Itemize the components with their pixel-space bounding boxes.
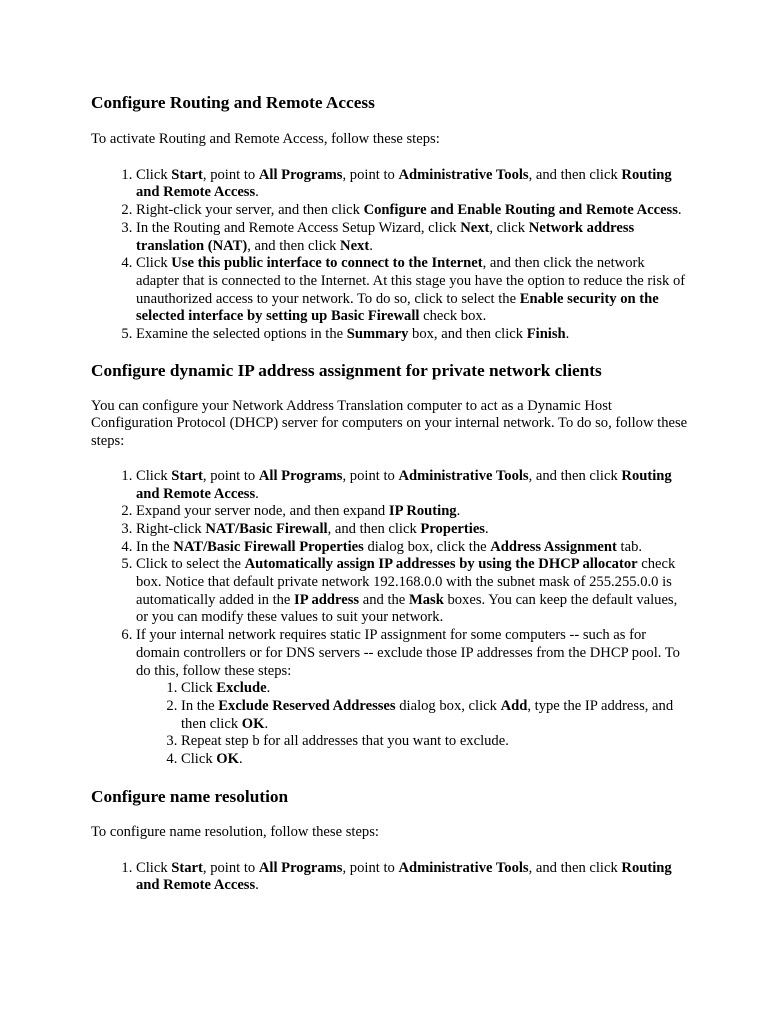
step-text: box, and then click bbox=[408, 326, 527, 343]
step-text: and the bbox=[359, 591, 409, 608]
step-item bbox=[136, 255, 691, 326]
bold-term: OK bbox=[216, 751, 239, 768]
step-text: , and then click bbox=[528, 859, 622, 876]
step-text: . bbox=[255, 184, 259, 201]
step-item bbox=[136, 167, 691, 202]
step-text: , click bbox=[489, 219, 529, 236]
bold-term: OK bbox=[241, 715, 265, 732]
step-text: Click bbox=[136, 467, 172, 484]
bold-term: IP address bbox=[294, 591, 360, 608]
document-body bbox=[91, 93, 691, 895]
section-intro-name-resolution: To configure name resolution, follow these steps: bbox=[91, 823, 379, 840]
step-text: In the bbox=[181, 697, 219, 714]
step-text: dialog box, click the bbox=[363, 538, 491, 555]
bold-term: All Programs bbox=[258, 467, 343, 484]
step-item bbox=[136, 468, 691, 503]
step-text: check box. bbox=[419, 308, 487, 325]
bold-term: All Programs bbox=[258, 859, 343, 876]
step-item bbox=[136, 202, 691, 220]
bold-term: NAT/Basic Firewall bbox=[205, 520, 328, 537]
step-item bbox=[136, 220, 691, 255]
step-text: In the Routing and Remote Access Setup Wizard, click bbox=[136, 219, 461, 236]
bold-term: Use this public interface to connect to the Internet bbox=[171, 255, 483, 272]
step-text: Click bbox=[181, 680, 217, 697]
step-text: Click to select the bbox=[136, 556, 245, 573]
step-text: . bbox=[484, 520, 489, 537]
step-text: , and then click bbox=[528, 467, 622, 484]
steps-list-routing bbox=[91, 167, 691, 344]
step-text: Examine the selected options in the bbox=[136, 326, 347, 343]
bold-term: Exclude Reserved Addresses bbox=[218, 697, 396, 714]
step-text: , point to bbox=[342, 859, 399, 876]
step-text: . bbox=[238, 751, 243, 768]
bold-term: Administrative Tools bbox=[398, 467, 529, 484]
bold-term: All Programs bbox=[258, 166, 343, 183]
step-text: Repeat step b for all addresses that you want to exclude. bbox=[181, 733, 509, 750]
step-text: Expand your server node, and then expand bbox=[136, 503, 389, 520]
bold-term: Next bbox=[340, 237, 370, 254]
steps-list-dhcp bbox=[91, 468, 691, 769]
step-text: tab. bbox=[616, 538, 643, 555]
bold-term: NAT/Basic Firewall Properties bbox=[173, 538, 364, 555]
step-text: dialog box, click bbox=[395, 697, 501, 714]
step-text: , point to bbox=[202, 859, 259, 876]
step-text: , and then click bbox=[247, 237, 341, 254]
section-heading-dhcp: Configure dynamic IP address assignment for private network clients bbox=[91, 360, 602, 380]
sub-step-item bbox=[181, 751, 691, 769]
step-text: . bbox=[264, 715, 269, 732]
step-text: In the bbox=[136, 538, 174, 555]
step-item bbox=[136, 627, 691, 769]
step-text: , point to bbox=[202, 166, 259, 183]
bold-term: Routing and Remote Access bbox=[136, 467, 672, 502]
bold-term: Administrative Tools bbox=[398, 166, 529, 183]
step-text: . bbox=[456, 503, 461, 520]
step-text: Click bbox=[136, 859, 172, 876]
sub-steps-list bbox=[136, 680, 691, 769]
step-text: . bbox=[677, 202, 682, 219]
step-text: check box. Notice that default private network 192.168.0.0 with the subnet mask of 255.255.0.0 is automatically added in the bbox=[136, 556, 676, 608]
step-text: Right-click bbox=[136, 520, 206, 537]
bold-term: Next bbox=[460, 219, 490, 236]
bold-term: Properties bbox=[420, 520, 485, 537]
section-heading-routing: Configure Routing and Remote Access bbox=[91, 93, 375, 112]
step-text: Click bbox=[136, 166, 172, 183]
step-item bbox=[136, 860, 691, 895]
bold-term: Start bbox=[171, 859, 203, 876]
sub-step-item bbox=[181, 698, 691, 733]
step-text: If your internal network requires static IP assignment for some computers -- such as for domain controllers or for DNS servers -- exclude those IP addresses from the DHCP pool. To do this, follow these steps: bbox=[136, 627, 680, 679]
bold-term: Start bbox=[171, 166, 203, 183]
step-text: , and then click bbox=[327, 520, 421, 537]
bold-term: Configure and Enable Routing and Remote Access bbox=[363, 202, 678, 219]
bold-term: Routing and Remote Access bbox=[136, 859, 672, 894]
step-text: . bbox=[565, 326, 570, 343]
bold-term: Exclude bbox=[216, 680, 267, 697]
step-item bbox=[136, 521, 691, 539]
step-text: , point to bbox=[342, 166, 399, 183]
sub-step-item bbox=[181, 680, 691, 698]
step-text: . bbox=[369, 237, 373, 254]
section-intro-routing: To activate Routing and Remote Access, follow these steps: bbox=[91, 131, 440, 147]
step-text: . bbox=[255, 485, 259, 502]
step-item bbox=[136, 326, 691, 344]
section-intro-dhcp: You can configure your Network Address Translation computer to act as a Dynamic Host Configuration Protocol (DHCP) server for computers on your internal network. To do so, follow these steps: bbox=[91, 397, 688, 450]
step-text: Click bbox=[136, 255, 172, 272]
steps-list-name-resolution bbox=[91, 860, 691, 895]
step-item bbox=[136, 539, 691, 557]
bold-term: Administrative Tools bbox=[398, 859, 529, 876]
bold-term: Mask bbox=[408, 591, 444, 608]
step-text: boxes. You can keep the default values, or you can modify these values to suit your network. bbox=[136, 591, 678, 626]
step-text: , and then click bbox=[528, 166, 622, 183]
step-text: Right-click your server, and then click bbox=[136, 202, 364, 219]
step-text: Click bbox=[181, 751, 217, 768]
bold-term: Start bbox=[171, 467, 203, 484]
sub-step-item bbox=[181, 733, 691, 751]
bold-term: IP Routing bbox=[388, 503, 457, 520]
step-item bbox=[136, 556, 691, 627]
step-item bbox=[136, 503, 691, 521]
bold-term: Network address translation (NAT) bbox=[136, 219, 635, 254]
bold-term: Finish bbox=[526, 326, 566, 343]
bold-term: Address Assignment bbox=[490, 538, 617, 555]
step-text: . bbox=[255, 877, 259, 894]
bold-term: Automatically assign IP addresses by using the DHCP allocator bbox=[244, 556, 638, 573]
step-text: , and then click the network adapter that is connected to the Internet. At this stage you have the option to reduce the risk of unauthorized access to your network. To do so, click to select the bbox=[136, 255, 686, 307]
step-text: . bbox=[266, 680, 271, 697]
step-text: , point to bbox=[202, 467, 259, 484]
bold-term: Routing and Remote Access bbox=[136, 166, 672, 201]
bold-term: Enable security on the selected interface by setting up Basic Firewall bbox=[136, 290, 659, 325]
bold-term: Add bbox=[500, 697, 528, 714]
section-heading-name-resolution: Configure name resolution bbox=[91, 786, 289, 806]
step-text: , point to bbox=[342, 467, 399, 484]
bold-term: Summary bbox=[346, 326, 409, 343]
step-text: , type the IP address, and then click bbox=[181, 697, 674, 732]
